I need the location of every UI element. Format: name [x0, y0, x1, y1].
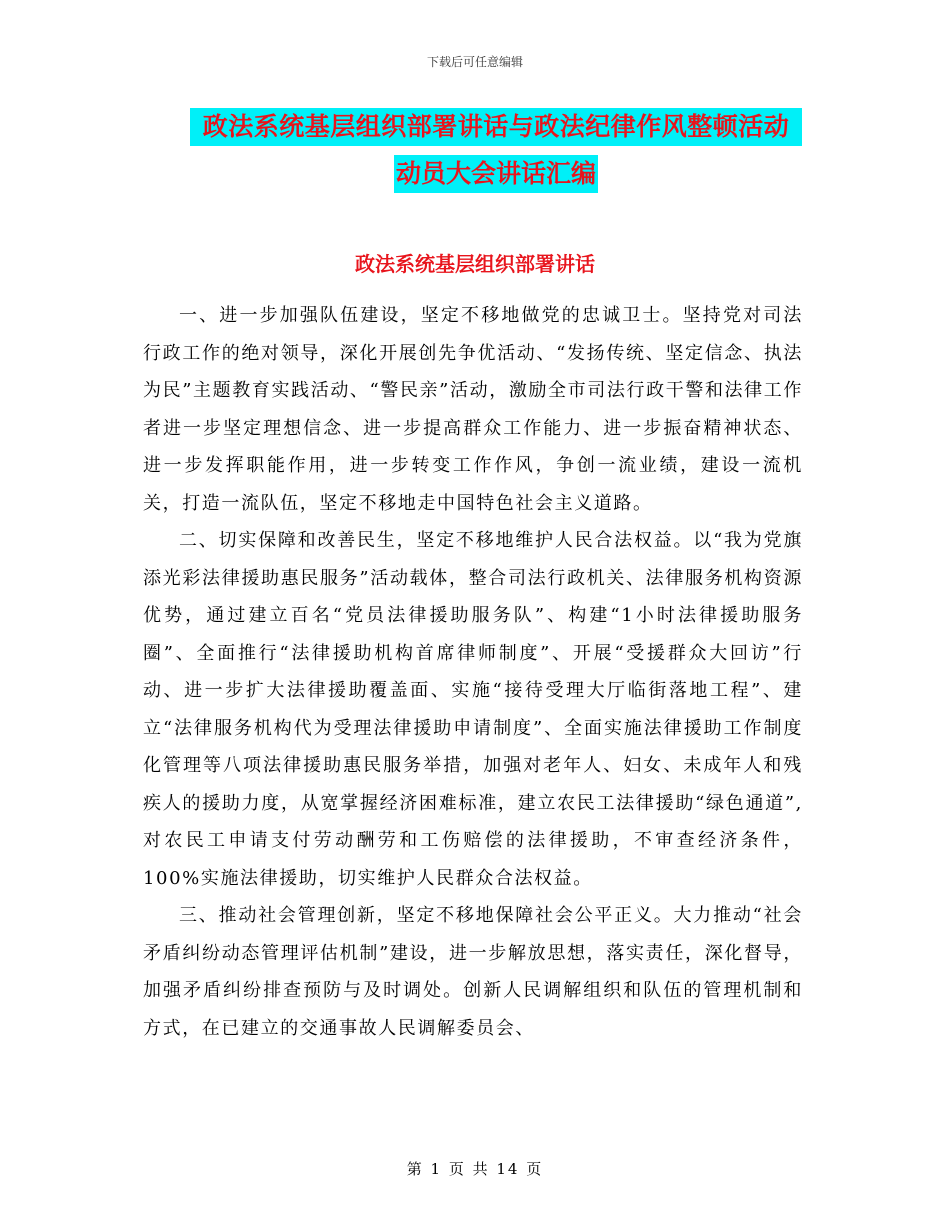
section-title: 政法系统基层组织部署讲话	[355, 252, 595, 276]
document-body	[143, 297, 803, 1047]
page-footer: 第 1 页 共 14 页	[406, 1160, 544, 1178]
document-title	[190, 108, 802, 193]
paragraph-1: 一、进一步加强队伍建设，坚定不移地做党的忠诚卫士。坚持党对司法行政工作的绝对领导，深化开展创先争优活动、“发扬传统、坚定信念、执法为民”主题教育实践活动、“警民亲”活动，激励全市司法行政干警和法律工作者进一步坚定理想信念、进一步提高群众工作能力、进一步振奋精神状态、进一步发挥职能作用，进一步转变工作作风，争创一流业绩，建设一流机关，打造一流队伍，坚定不移地走中国特色社会主义道路。	[143, 305, 803, 514]
page-header-note: 下载后可任意编辑	[426, 55, 523, 69]
paragraph-2: 二、切实保障和改善民生，坚定不移地维护人民合法权益。以“我为党旗添光彩法律援助惠民服务”活动载体，整合司法行政机关、法律服务机构资源优势，通过建立百名“党员法律援助服务队”、构建“1小时法律援助服务圈”、全面推行“法律援助机构首席律师制度”、开展“受援群众大回访”行动、进一步扩大法律援助覆盖面、实施“接待受理大厅临街落地工程”、建立“法律服务机构代为受理法律援助申请制度”、全面实施法律援助工作制度化管理等八项法律援助惠民服务举措，加强对老年人、妇女、未成年人和残疾人的援助力度，从宽掌握经济困难标准，建立农民工法律援助“绿色通道”,对农民工申请支付劳动酬劳和工伤赔偿的法律援助，不审查经济条件，100%实施法律援助，切实维护人民群众合法权益。	[143, 530, 803, 889]
document-title-line-1: 政法系统基层组织部署讲话与政法纪律作风整顿活动	[190, 108, 802, 146]
document-title-line-2: 动员大会讲话汇编	[394, 155, 598, 193]
paragraph-3: 三、推动社会管理创新，坚定不移地保障社会公平正义。大力推动“社会矛盾纠纷动态管理评估机制”建设，进一步解放思想，落实责任，深化督导，加强矛盾纠纷排查预防与及时调处。创新人民调解组织和队伍的管理机制和方式，在已建立的交通事故人民调解委员会、	[143, 905, 803, 1039]
